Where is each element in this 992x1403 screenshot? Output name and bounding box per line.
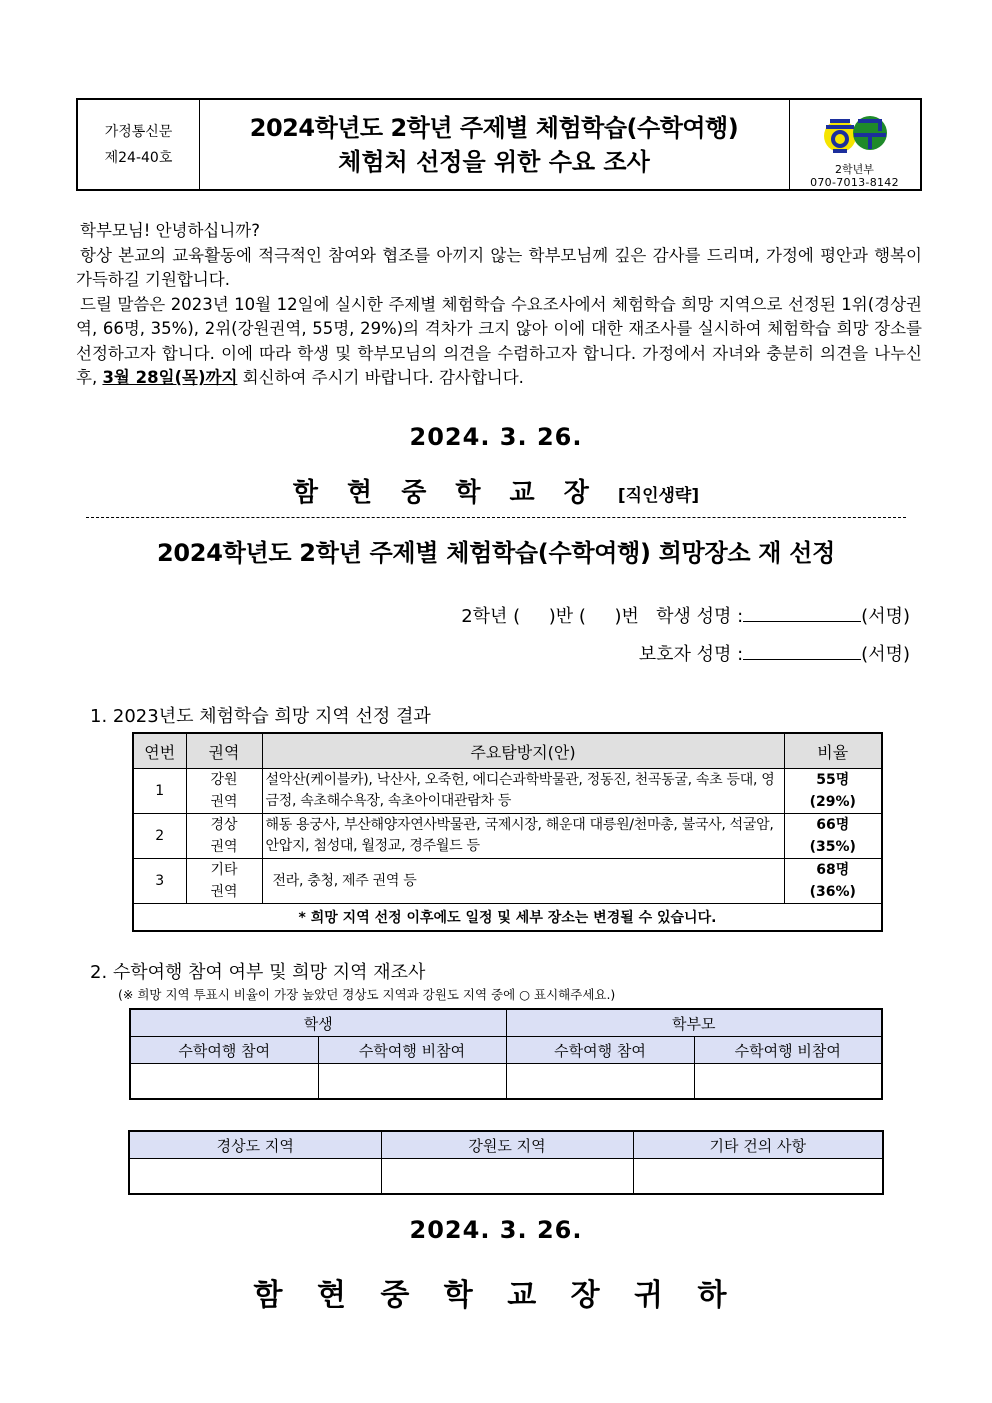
region-header-row <box>129 1131 883 1159</box>
table-row <box>133 814 882 859</box>
student-join-cell[interactable] <box>130 1064 318 1100</box>
row-destinations: 전라, 충청, 제주 권역 등 <box>262 859 784 904</box>
col-header-region: 권역 <box>186 733 262 769</box>
school-logo-icon <box>820 111 890 157</box>
row-destinations: 설악산(케이블카), 낙산사, 오죽헌, 에디슨과학박물관, 정동진, 천곡동굴, 속초 등대, 영금정, 속초해수욕장, 속초아이대관람차 등 <box>262 769 784 814</box>
row-no: 3 <box>133 859 186 904</box>
row-region <box>186 859 262 904</box>
col-gyeongsang: 경상도 지역 <box>129 1131 381 1159</box>
student-name-field[interactable] <box>743 603 861 622</box>
form-title: 2024학년도 2학년 주제별 체험학습(수학여행) 희망장소 재 선정 <box>157 539 835 567</box>
closing-date: 2024. 3. 26. <box>409 1216 583 1244</box>
col-student-join: 수학여행 참여 <box>130 1037 318 1064</box>
parent-join-cell[interactable] <box>506 1064 694 1100</box>
answer-row <box>130 1064 882 1100</box>
department: 2학년부 <box>835 163 874 176</box>
row-ratio <box>784 769 882 814</box>
greeting: 학부모님! 안녕하십니까? <box>80 221 261 240</box>
region-suffix: 권역 <box>210 839 238 855</box>
reply-deadline: 3월 28일(목)까지 <box>102 368 238 387</box>
group-header-student: 학생 <box>130 1009 506 1037</box>
row-ratio <box>784 814 882 859</box>
col-header-no: 연번 <box>133 733 186 769</box>
suggestions-cell[interactable] <box>633 1159 883 1195</box>
col-gangwon: 강원도 지역 <box>381 1131 633 1159</box>
region-name: 강원 <box>210 772 238 788</box>
doc-id-cell <box>78 100 200 189</box>
col-header-destinations: 주요탐방지(안) <box>262 733 784 769</box>
doc-title-line1: 2024학년도 2학년 주제별 체험학습(수학여행) <box>249 113 739 142</box>
doc-type: 가정통신문 <box>104 123 173 140</box>
seal-omitted: [직인생략] <box>617 486 700 506</box>
letter-body <box>76 219 922 391</box>
gyeongsang-cell[interactable] <box>129 1159 381 1195</box>
principal-name: 함 현 중 학 교 장 <box>292 478 599 508</box>
region-choice-table <box>128 1130 884 1195</box>
region-answer-row <box>129 1159 883 1195</box>
student-sign-label: 2학년 ( )반 ( )번 학생 성명 : <box>461 606 744 627</box>
letter-paragraph-2-text: 드릴 말씀은 2023년 10월 12일에 실시한 주제별 체험학습 수요조사에서 체험학습 희망 지역으로 선정된 1위(경상권역, 66명, 35%), 2위(강원권역, 55명, 29%)의 격차가 크지 않아 이에 대한 재조사를 실시하여 체험학습 희망 장소를 선정하고자 합니다. 이에 따라 학생 및 학부모님의 의견을 수렴하고자 합니다. 가정에서 자녀와 충분히 의견을 나누신 후, <box>76 294 922 387</box>
guardian-sign-suffix: (서명) <box>861 644 910 665</box>
phone-number: 070-7013-8142 <box>810 176 899 189</box>
group-header-parent: 학부모 <box>506 1009 882 1037</box>
region-suffix: 권역 <box>210 884 238 900</box>
parent-nojoin-cell[interactable] <box>694 1064 882 1100</box>
row-region <box>186 769 262 814</box>
survey-result-table <box>132 732 883 932</box>
col-student-nojoin: 수학여행 비참여 <box>318 1037 506 1064</box>
ratio-percent: (35%) <box>809 839 856 855</box>
region-name: 기타 <box>210 862 238 878</box>
table-row <box>133 769 882 814</box>
row-destinations: 해동 용궁사, 부산해양자연사박물관, 국제시장, 해운대 대릉원/천마총, 불국사, 석굴암, 안압지, 첨성대, 월정교, 경주월드 등 <box>262 814 784 859</box>
section-2-note: (※ 희망 지역 투표시 비율이 가장 높았던 경상도 지역과 강원도 지역 중에 ○ 표시해주세요.) <box>118 987 616 1002</box>
table-footnote-row <box>133 904 882 932</box>
region-name: 경상 <box>210 817 238 833</box>
doc-number: 제24-40호 <box>104 149 173 166</box>
row-no: 1 <box>133 769 186 814</box>
student-sign-suffix: (서명) <box>861 606 910 627</box>
guardian-name-field[interactable] <box>743 641 861 660</box>
letter-paragraph-2-end: 회신하여 주시기 바랍니다. 감사합니다. <box>237 368 524 387</box>
title-cell <box>199 100 790 189</box>
table-row <box>133 859 882 904</box>
section-2-heading: 2. 수학여행 참여 여부 및 희망 지역 재조사 <box>90 962 426 983</box>
group-header-row <box>130 1009 882 1037</box>
section-1-heading: 1. 2023년도 체험학습 희망 지역 선정 결과 <box>90 706 431 727</box>
col-suggestions: 기타 건의 사항 <box>633 1131 883 1159</box>
col-parent-nojoin: 수학여행 비참여 <box>694 1037 882 1064</box>
header-box <box>76 98 922 191</box>
ratio-count: 66명 <box>816 817 850 833</box>
doc-title-line2: 체험처 선정을 위한 수요 조사 <box>338 147 650 176</box>
letter-paragraph-2 <box>76 293 922 391</box>
student-sign-line <box>461 602 910 628</box>
col-header-ratio: 비율 <box>784 733 882 769</box>
table-footnote: * 희망 지역 선정 이후에도 일정 및 세부 장소는 변경될 수 있습니다. <box>133 904 882 932</box>
issue-date: 2024. 3. 26. <box>409 423 583 451</box>
ratio-percent: (29%) <box>809 794 856 810</box>
gangwon-cell[interactable] <box>381 1159 633 1195</box>
principal-line <box>0 472 992 509</box>
table-header-row <box>133 733 882 769</box>
letter-paragraph-1: 항상 본교의 교육활동에 적극적인 참여와 협조를 아끼지 않는 학부모님께 깊은 감사를 드리며, 가정에 평안과 행복이 가득하길 기원합니다. <box>76 245 922 289</box>
row-ratio <box>784 859 882 904</box>
col-parent-join: 수학여행 참여 <box>506 1037 694 1064</box>
school-logo-cell <box>789 100 920 191</box>
row-region <box>186 814 262 859</box>
region-suffix: 권역 <box>210 794 238 810</box>
guardian-sign-line <box>639 640 910 666</box>
ratio-count: 68명 <box>816 862 850 878</box>
participation-table <box>129 1008 883 1100</box>
ratio-count: 55명 <box>816 772 850 788</box>
closing-addressee: 함 현 중 학 교 장 귀 하 <box>253 1278 739 1313</box>
column-header-row <box>130 1037 882 1064</box>
ratio-percent: (36%) <box>809 884 856 900</box>
cut-line-divider <box>86 517 906 518</box>
row-no: 2 <box>133 814 186 859</box>
guardian-sign-label: 보호자 성명 : <box>638 644 744 665</box>
student-nojoin-cell[interactable] <box>318 1064 506 1100</box>
